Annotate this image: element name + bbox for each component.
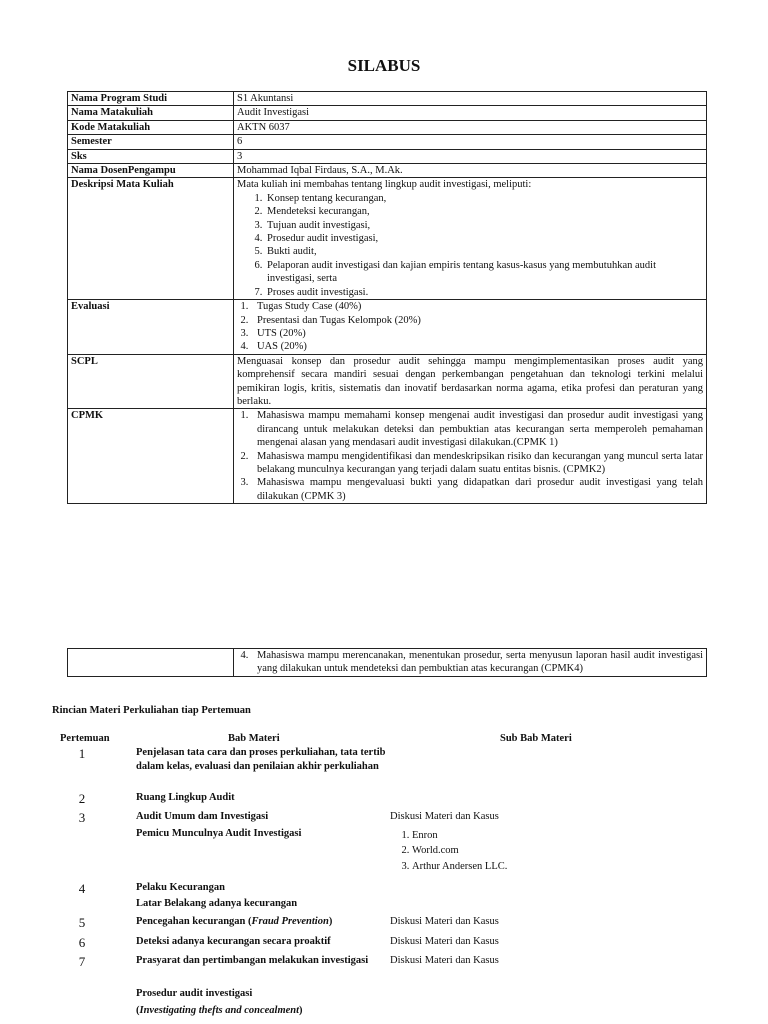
bab-materi: Audit Umum dam Investigasi	[136, 811, 269, 822]
bab-text: )	[299, 1005, 303, 1016]
row-program-studi	[68, 92, 707, 106]
cpmk-list-continued	[237, 649, 703, 676]
bab-materi-tertiary	[136, 1004, 386, 1018]
deskripsi-intro: Mata kuliah ini membahas tentang lingkup audit investigasi, meliputi:	[237, 179, 532, 191]
sub-bab-materi: Diskusi Materi dan Kasus	[390, 955, 499, 966]
value-kode: AKTN 6037	[234, 120, 707, 134]
value-scpl: Menguasai konsep dan prosedur audit sehingga mampu mengimplementasikan proses audit yang komprehensif secara mandiri sesuai dengan perkembangan pengetahuan dan teknologi terkini melalui pemikiran logis, kritis, sistematis dan inovatif berdasarkan norma agama, etika profesi dan peraturan yang berlaku.	[234, 354, 707, 409]
row-evaluasi	[68, 300, 707, 355]
row-cpmk-continued	[68, 649, 707, 677]
list-item: 3. Arthur Andersen LLC.	[412, 859, 690, 875]
list-item: 1. Mahasiswa mampu memahami konsep mengenai audit investigasi dan prosedur audit investigasi yang dirancang untuk melakukan deteksi dan pembuktian atas kecurangan serta memperoleh pemahaman mengenai alasan yang mendasari audit investigasi dilakukan.(CPMK 1)	[251, 409, 703, 449]
value-program-studi: S1 Akuntansi	[234, 92, 707, 106]
bab-emphasis: Fraud Prevention	[251, 916, 329, 927]
meeting-number: 6	[78, 935, 86, 950]
value-deskripsi	[234, 178, 707, 300]
row-kode	[68, 120, 707, 134]
value-sks: 3	[234, 149, 707, 163]
meeting-number: 1	[78, 746, 86, 761]
header-pertemuan: Pertemuan	[60, 733, 110, 744]
list-item: 2. Mahasiswa mampu mengidentifikasi dan mendeskripsikan risiko dan kecurangan yang muncul serta latar belakang munculnya kecurangan yang terjadi dalam suatu entitas bisnis. (CPMK2)	[251, 450, 703, 477]
label-empty	[68, 649, 234, 677]
list-item: 1. Konsep tentang kecurangan,	[265, 192, 703, 205]
label-evaluasi: Evaluasi	[68, 300, 234, 355]
bab-materi-secondary: Latar Belakang adanya kecurangan	[136, 898, 298, 909]
label-matakuliah: Nama Matakuliah	[68, 106, 234, 120]
syllabus-info-table	[67, 91, 707, 504]
row-sks	[68, 149, 707, 163]
value-matakuliah: Audit Investigasi	[234, 106, 707, 120]
evaluasi-list	[237, 300, 703, 354]
bab-materi: Penjelasan tata cara dan proses perkuliahan, tata tertib dalam kelas, evaluasi dan penilaian akhir perkuliahan	[136, 747, 386, 772]
list-item: 5. Bukti audit,	[265, 245, 703, 258]
label-deskripsi: Deskripsi Mata Kuliah	[68, 178, 234, 300]
meeting-number: 4	[78, 881, 86, 896]
sub-bab-materi: Diskusi Materi dan Kasus	[390, 916, 499, 927]
bab-materi-secondary: Prosedur audit investigasi	[136, 988, 253, 999]
bab-materi: Deteksi adanya kecurangan secara proaktif	[136, 936, 331, 947]
list-item: 2. Presentasi dan Tugas Kelompok (20%)	[251, 314, 703, 327]
deskripsi-list	[237, 192, 703, 299]
bab-materi: Pelaku Kecurangan	[136, 882, 225, 893]
label-scpl: SCPL	[68, 354, 234, 409]
bab-text: Pencegahan kecurangan (	[136, 916, 252, 927]
sub-bab-materi	[390, 810, 690, 874]
page-title: SILABUS	[347, 56, 421, 75]
label-cpmk: CPMK	[68, 409, 234, 504]
list-item: 3. UTS (20%)	[251, 327, 703, 340]
header-bab-materi: Bab Materi	[228, 733, 280, 744]
meeting-number: 5	[78, 915, 86, 930]
case-list	[390, 828, 690, 875]
list-item: 4. UAS (20%)	[251, 340, 703, 353]
meeting-number: 2	[78, 791, 86, 806]
label-program-studi: Nama Program Studi	[68, 92, 234, 106]
label-dosen: Nama DosenPengampu	[68, 164, 234, 178]
sub-bab-materi: Diskusi Materi dan Kasus	[390, 936, 499, 947]
bab-materi: Ruang Lingkup Audit	[136, 792, 235, 803]
sub-bab-text: Diskusi Materi dan Kasus	[390, 811, 499, 822]
list-item: 1. Tugas Study Case (40%)	[251, 300, 703, 313]
bab-materi	[136, 915, 386, 929]
meeting-number: 3	[78, 810, 86, 825]
value-cpmk	[234, 409, 707, 504]
row-dosen	[68, 164, 707, 178]
bab-materi: Prasyarat dan pertimbangan melakukan investigasi	[136, 955, 369, 966]
list-item: 1. Enron	[412, 828, 690, 844]
value-dosen: Mohammad Iqbal Firdaus, S.A., M.Ak.	[234, 164, 707, 178]
list-item: 4. Mahasiswa mampu merencanakan, menentukan prosedur, serta menyusun laporan hasil audit investigasi yang dilakukan untuk mendeteksi dan pembuktian atas kecurangan (CPMK4)	[251, 649, 703, 676]
list-item: 2. World.com	[412, 843, 690, 859]
row-semester	[68, 135, 707, 149]
row-deskripsi	[68, 178, 707, 300]
value-cpmk-continued	[234, 649, 707, 677]
rincian-title: Rincian Materi Perkuliahan tiap Pertemuan	[52, 705, 251, 716]
row-scpl	[68, 354, 707, 409]
list-item: 7. Proses audit investigasi.	[265, 286, 703, 299]
label-kode: Kode Matakuliah	[68, 120, 234, 134]
row-cpmk	[68, 409, 707, 504]
meeting-number: 7	[78, 954, 86, 969]
bab-emphasis: Investigating thefts and concealment	[139, 1005, 300, 1016]
value-evaluasi	[234, 300, 707, 355]
list-item: 6. Pelaporan audit investigasi dan kajian empiris tentang kasus-kasus yang membutuhkan audit investigasi, serta	[265, 259, 703, 286]
list-item: 3. Tujuan audit investigasi,	[265, 219, 703, 232]
bab-materi-secondary: Pemicu Munculnya Audit Investigasi	[136, 828, 302, 839]
label-semester: Semester	[68, 135, 234, 149]
cpmk-list	[237, 409, 703, 503]
list-item: 4. Prosedur audit investigasi,	[265, 232, 703, 245]
bab-text: (	[136, 1005, 140, 1016]
value-semester: 6	[234, 135, 707, 149]
row-matakuliah	[68, 106, 707, 120]
label-sks: Sks	[68, 149, 234, 163]
bab-text: )	[328, 916, 333, 927]
header-sub-bab-materi: Sub Bab Materi	[500, 733, 572, 744]
list-item: 2. Mendeteksi kecurangan,	[265, 205, 703, 218]
cpmk-continuation-table	[67, 648, 707, 677]
list-item: 3. Mahasiswa mampu mengevaluasi bukti yang didapatkan dari prosedur audit investigasi yang telah dilakukan (CPMK 3)	[251, 476, 703, 503]
